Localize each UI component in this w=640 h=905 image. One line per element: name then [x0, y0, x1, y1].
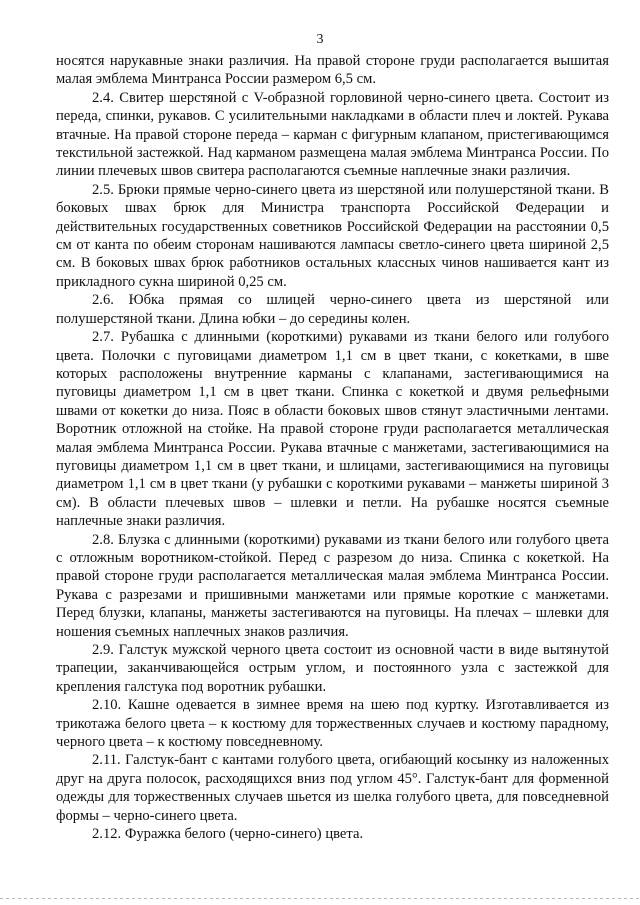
document-body	[56, 52, 609, 843]
paragraph-continuation: носятся нарукавные знаки различия. На правой стороне груди располагается вышитая малая эмблема Минтранса России размером 6,5 см.	[56, 53, 609, 88]
paragraph-2-6: 2.6. Юбка прямая со шлицей черно-синего цвета из шерстяной или полушерстяной ткани. Длина юбки – до середины колен.	[56, 292, 609, 327]
paragraph-2-10: 2.10. Кашне одевается в зимнее время на шею под куртку. Изготавливается из трикотажа белого цвета – к костюму для торжественных случаев и костюму парадному, черного цвета – к костюму повседневному.	[56, 697, 609, 751]
paragraph-2-12: 2.12. Фуражка белого (черно-синего) цвета.	[92, 826, 364, 843]
scan-edge-line	[0, 898, 640, 899]
paragraph-2-4: 2.4. Свитер шерстяной с V-образной горловиной черно-синего цвета. Состоит из переда, спинки, рукавов. С усилительными накладками в области плеч и локтей. Рукава втачные. На правой стороне переда – карман с фигурным клапаном, пристегивающимся текстильной застежкой. Над карманом размещена малая эмблема Минтранса России. По линии плечевых швов свитера располагаются съемные наплечные знаки различия.	[56, 89, 609, 180]
page-number: 3	[316, 32, 324, 47]
paragraph-2-9: 2.9. Галстук мужской черного цвета состоит из основной части в виде вытянутой трапеции, заканчивающейся острым углом, и постоянного узла с застежкой для крепления галстука под воротник рубашки.	[56, 642, 609, 695]
paragraph-2-5: 2.5. Брюки прямые черно-синего цвета из шерстяной или полушерстяной ткани. В боковых швах брюк для Министра транспорта Российской Федерации и действительных государственных советников Российской Федерации на расстоянии 0,5 см от канта по обеим сторонам нашиваются лампасы светло-синего цвета шириной 2,5 см. В боковых швах брюк работников остальных классных чинов нашивается кант из прикладного сукна шириной 0,25 см.	[56, 181, 609, 290]
paragraph-2-8: 2.8. Блузка с длинными (короткими) рукавами из ткани белого или голубого цвета с отложным воротником-стойкой. Перед с разрезом до низа. Спинка с кокеткой. На правой стороне груди располагается металлическая малая эмблема Минтранса России. Рукава с разрезами и пришивными манжетами или прямые короткие с манжетами. Перед блузки, клапаны, манжеты застегиваются на пуговицы. На плечах – шлевки для ношения съемных наплечных знаков различия.	[56, 531, 609, 640]
paragraph-2-11: 2.11. Галстук-бант с кантами голубого цвета, огибающий косынку из наложенных друг на друга полосок, расходящихся вниз под углом 45°. Галстук-бант для форменной одежды для торжественных случаев шьется из шелка голубого цвета, для повседневной формы – черно-синего цвета.	[56, 752, 609, 824]
paragraph-2-7: 2.7. Рубашка с длинными (короткими) рукавами из ткани белого или голубого цвета. Полочки с пуговицами диаметром 1,1 см в цвет ткани, с кокетками, в шве которых расположены внутренние карманы с клапанами, застегивающимися на пуговицы диаметром 1,1 см в цвет ткани. Спинка с кокеткой и двумя рельефными швами от кокетки до низа. Пояс в области боковых швов стянут эластичными лентами. Воротник отложной на стойке. На правой стороне груди располагается металлическая малая эмблема Минтранса России. Рукава втачные с манжетами, застегивающимися на пуговицы диаметром 1,1 см в цвет ткани, и шлицами, застегивающимися на пуговицы диаметром 1,1 см в цвет ткани (у рубашки с короткими рукавами – манжеты шириной 3 см). В области плечевых швов – шлевки и петли. На рубашке носятся съемные наплечные знаки различия.	[56, 329, 609, 530]
